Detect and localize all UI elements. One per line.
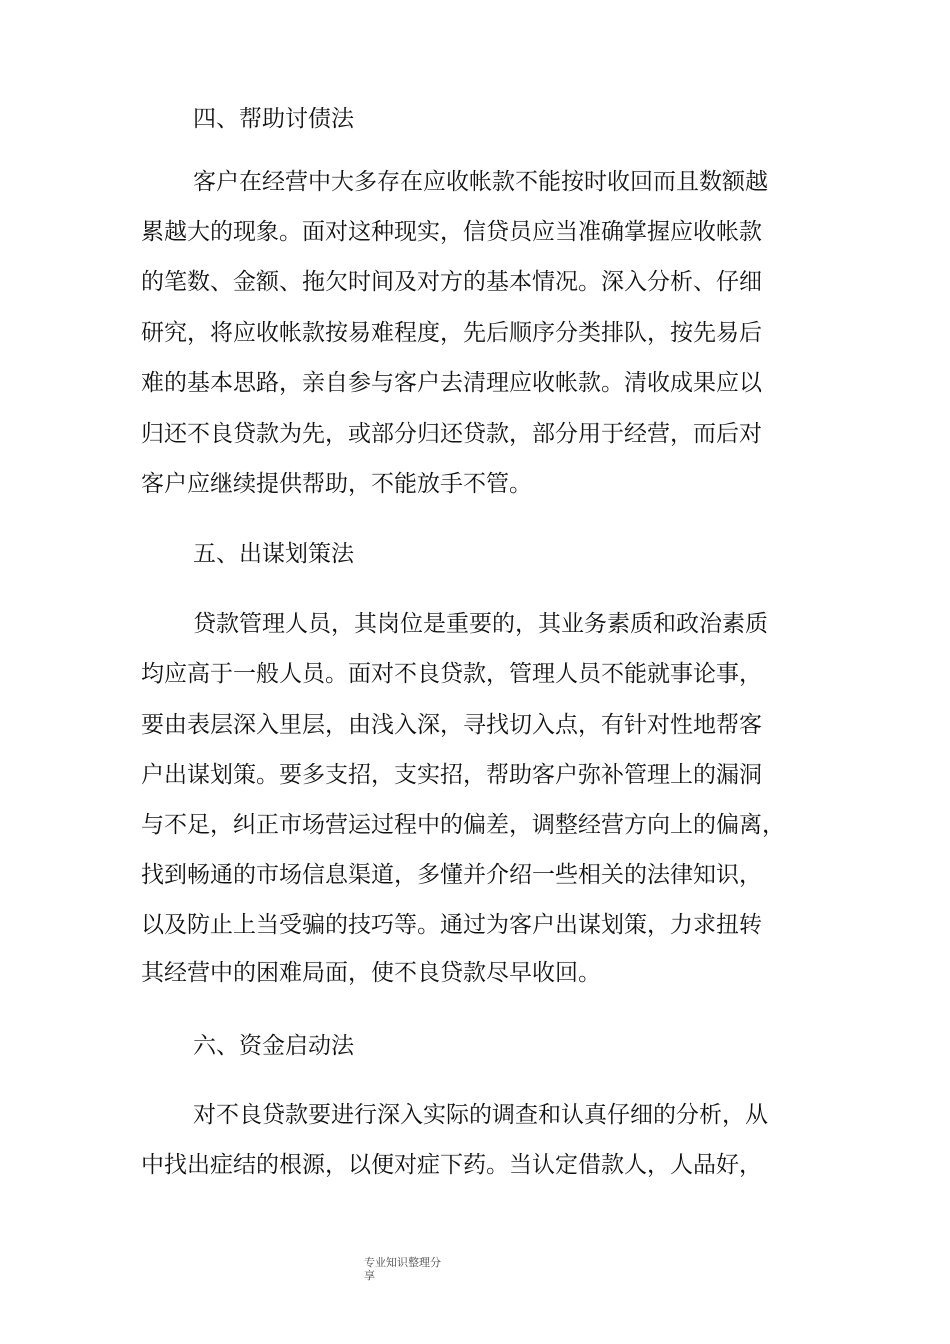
footer-line: 享 [364,1269,375,1282]
paragraph-line: 户出谋划策。要多支招，支实招，帮助客户弥补管理上的漏洞 [141,762,762,788]
paragraph-line: 归还不良贷款为先，或部分归还贷款，部分用于经营，而后对 [141,421,762,447]
paragraph-line: 以及防止上当受骗的技巧等。通过为客户出谋划策，力求扭转 [141,912,762,938]
footer-line: 专业知识整理分 [364,1256,441,1269]
paragraph-line: 研究，将应收帐款按易难程度，先后顺序分类排队，按先易后 [141,320,762,346]
paragraph-line: 其经营中的困难局面，使不良贷款尽早收回。 [141,960,601,986]
paragraph-line: 找到畅通的市场信息渠道，多懂并介绍一些相关的法律知识， [141,862,762,888]
paragraph-line: 难的基本思路，亲自参与客户去清理应收帐款。清收成果应以 [141,370,762,396]
paragraph-line: 累越大的现象。面对这种现实，信贷员应当准确掌握应收帐款 [141,219,762,245]
paragraph-line: 与不足，纠正市场营运过程中的偏差，调整经营方向上的偏离， [141,812,785,838]
paragraph-line: 贷款管理人员，其岗位是重要的，其业务素质和政治素质 [193,611,768,637]
paragraph-line: 客户应继续提供帮助，不能放手不管。 [141,471,532,497]
paragraph-line: 的笔数、金额、拖欠时间及对方的基本情况。深入分析、仔细 [141,269,762,295]
paragraph-line: 要由表层深入里层，由浅入深，寻找切入点，有针对性地帮客 [141,712,762,738]
section-heading-6: 六、资金启动法 [193,1033,354,1059]
paragraph-line: 对不良贷款要进行深入实际的调查和认真仔细的分析，从 [193,1102,768,1128]
paragraph-line: 均应高于一般人员。面对不良贷款，管理人员不能就事论事， [141,661,762,687]
section-heading-4: 四、帮助讨债法 [193,106,354,132]
paragraph-line: 客户在经营中大多存在应收帐款不能按时收回而且数额越 [193,169,768,195]
page-footer [364,1256,474,1282]
paragraph-line: 中找出症结的根源，以便对症下药。当认定借款人，人品好， [141,1152,762,1178]
section-heading-5: 五、出谋划策法 [193,541,354,567]
